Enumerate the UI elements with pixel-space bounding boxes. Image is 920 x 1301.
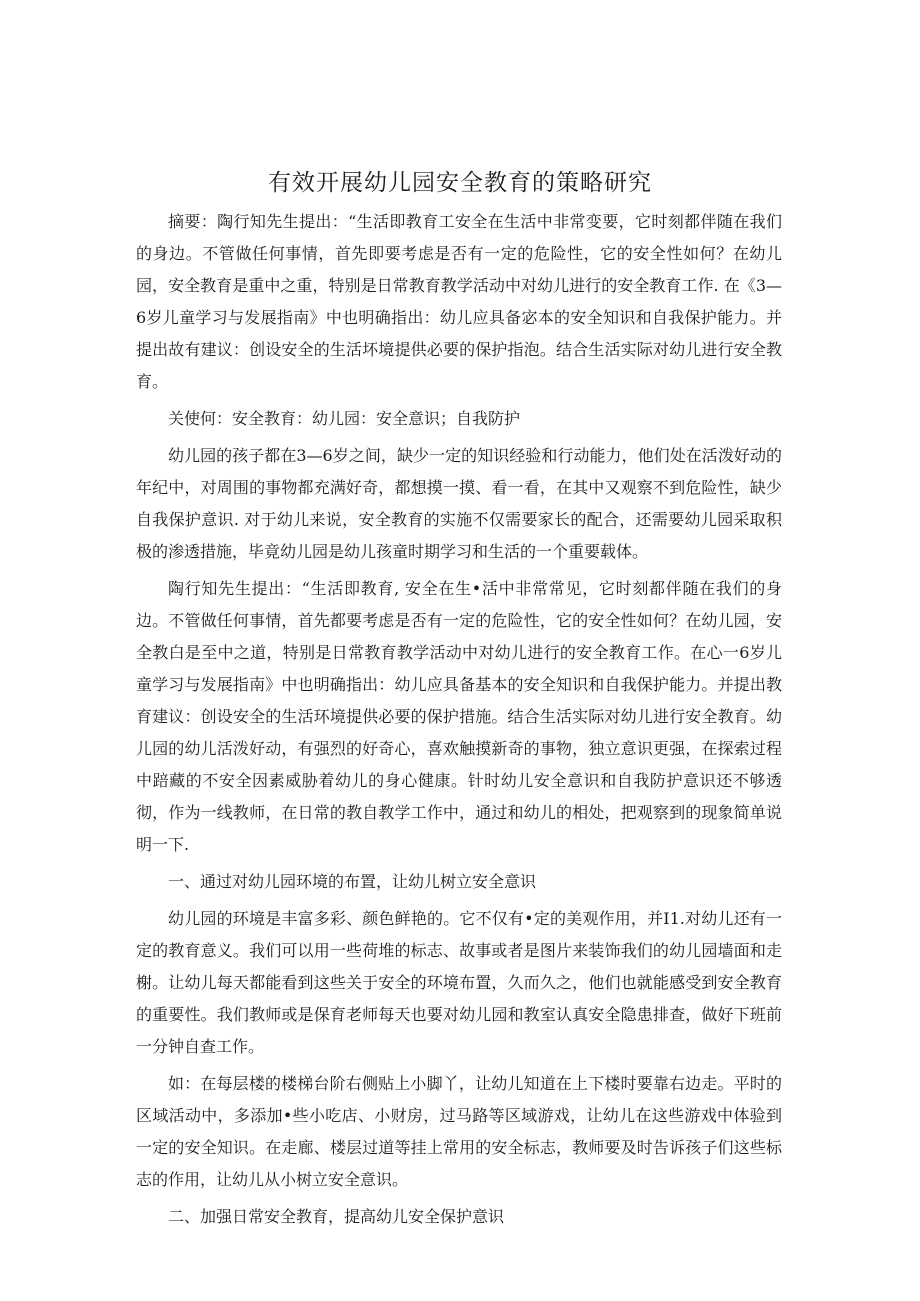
abstract-paragraph: 摘要：陶行知先生提出：“生活即教育工安全在生活中非常变要，它时刻都伴随在我们的身边。不管做任何事情，首先即要考虑是否有一定的危险性，它的安全性如何？在幼儿园，安全教育是重中之重，特别是日常教育教学活动中对幼儿进行的安全教育工作. 在《3—6岁儿童学习与发展指南》中也明确指出：幼儿应具备宓本的安全知识和自我保护能力。并提出故有建议：创设安全的生活坏境提供必要的保护指泡。结合生活实际对幼儿进行安全教育。 [136, 212, 782, 391]
body-paragraph: 幼儿园的环境是丰富多彩、颜色鲜艳的。它不仅有•定的美观作用，并I1.对幼儿还有一定的教育意义。我们可以用一些荷堆的标志、故事或者是图片来装饰我们的幼儿园墙面和走榭。让幼儿每天都能看到这些关于安全的环境布置，久而久之，他们也就能感受到安全教育的重要性。我们教师或是保育老师每天也要对幼儿园和教室认真安全隐患排查，做好下班前一分钟自查工作。 [136, 909, 782, 1056]
section-heading-1: 一、通过对幼儿园环境的布置，让幼儿树立安全意识 [168, 872, 537, 891]
document-title: 有效开展幼儿园安全教育的策略研究 [268, 170, 652, 196]
document-body [136, 206, 782, 1238]
body-paragraph: 如：在每层楼的楼梯台阶右侧贴上小脚丫，让幼儿知道在上下楼时要靠右边走。平时的区域活动中，多添加•些小吃店、小财房，过马路等区域游戏，让幼儿在这些游戏中体验到一定的安全知识。在走廊、楼层过道等挂上常用的安全标志，教师要及时告诉孩子们这些标志的作用，让幼儿从小树立安全意识。 [136, 1074, 782, 1189]
section-heading-2: 二、加强日常安全教育，提高幼儿安全保护意识 [168, 1207, 505, 1226]
body-paragraph: 陶行知先生提出：“生活即教育, 安全在生•活中非常常见，它时刻都伴随在我们的身边。不管做任何事情，首先都要考虑是否有一定的危险性，它的安全性如何？在幼儿园，安全教白是至中之道，特别是日常教育教学活动中对幼儿进行的安全教育工作。在心一6岁儿童学习与发展指南》中也明确指出：幼儿应具备基本的安全知识和自我保护能力。并提出教育建议：创设安全的生活环境提供必要的保护措施。结合生活实际对幼儿进行安全教育。幼儿园的幼儿活泼好动，有强烈的好奇心，喜欢触摸新奇的事物，独立意识更强，在探索过程中踣藏的不安全因素威胁着幼儿的身心健康。针时幼儿安全意识和自我防护意识还不够透彻，作为一线教师，在日常的教自教学工作中，通过和幼儿的相处，把观察到的现象简单说明一下. [136, 579, 782, 854]
body-paragraph: 幼儿园的孩子都在3—6岁之间，缺少一定的知识经验和行动能力，他们处在活泼好动的年纪中，对周围的事物都充满好奇，都想摸一摸、看一看，在其中又观察不到危险性，缺少自我保护意识. 对于幼儿来说，安全教育的实施不仅需要家长的配合，还需要幼儿园采取积极的渗透措施，毕竟幼儿园是幼儿孩童时期学习和生活的一个重要载体。 [136, 446, 782, 561]
keywords-paragraph: 关使何：安全教育：幼儿园：安全意识；自我防护 [168, 409, 521, 428]
